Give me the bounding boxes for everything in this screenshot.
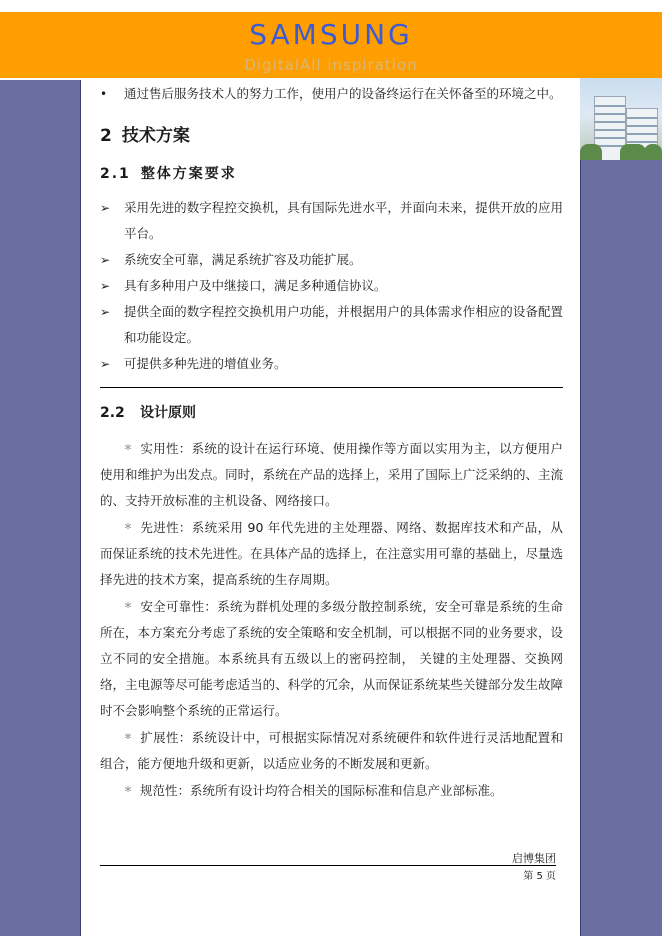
section-2-2-title: 设计原则 (140, 405, 196, 421)
star-marker-icon: ＊ (124, 785, 132, 794)
requirements-list (100, 195, 563, 377)
arrow-bullet-icon: ➢ (100, 357, 111, 371)
list-item-text: 系统安全可靠，满足系统扩容及功能扩展。 (124, 252, 362, 267)
footer-company: 启博集团 (512, 852, 556, 865)
principle-text: 实用性：系统的设计在运行环境、使用操作等方面以实用为主，以方便用户使用和维护为出发点。同时，系统在产品的选择上，采用了国际上广泛采纳的、主流的、支持开放标准的主机设备、网络接口。 (100, 441, 563, 508)
principle-text: 安全可靠性：系统为群机处理的多级分散控制系统，安全可靠是系统的生命所在，本方案充分考虑了系统的安全策略和安全机制，可以根据不同的业务要求，设立不同的安全措施。本系统具有五级以上的密码控制， 关键的主处理器、交换网络，主电源等尽可能考虑适当的、科学的冗余，从而保证系统某些关键部分发生故障时不会影响整个系统的正常运行。 (100, 599, 563, 718)
list-item (100, 351, 563, 377)
principle-text: 先进性：系统采用 90 年代先进的主处理器、网络、数据库技术和产品，从而保证系统的技术先进性。在具体产品的选择上，在注意实用可靠的基础上，尽量选择先进的技术方案，提高系统的生存周期。 (100, 520, 564, 587)
star-marker-icon: ＊ (124, 522, 133, 531)
principle-paragraph (100, 514, 563, 593)
list-item-text: 可提供多种先进的增值业务。 (124, 356, 287, 371)
principle-paragraph (100, 724, 563, 777)
intro-bullet-item (100, 81, 563, 107)
list-item (100, 247, 563, 273)
star-marker-icon: ＊ (124, 601, 133, 610)
principle-paragraph (100, 593, 563, 724)
arrow-bullet-icon: ➢ (100, 201, 111, 215)
section-2-2-heading (100, 400, 563, 426)
brand-tagline: DigitalAll inspiration (244, 56, 418, 74)
star-marker-icon: ＊ (124, 443, 133, 452)
principle-paragraph (100, 777, 563, 804)
intro-text: 通过售后服务技术人的努力工作，使用户的设备终运行在关怀备至的环境之中。 (124, 86, 562, 101)
footer-page-number: 第 5 页 (523, 871, 556, 882)
arrow-bullet-icon: ➢ (100, 305, 111, 319)
list-item-text: 提供全面的数字程控交换机用户功能，并根据用户的具体需求作相应的设备配置和功能设定。 (124, 304, 563, 345)
section-2-1-heading (100, 161, 563, 187)
section-2-title: 技术方案 (121, 126, 190, 146)
section-2-1-title: 整体方案要求 (140, 166, 237, 182)
right-decorative-band (580, 160, 662, 936)
list-item-text: 具有多种用户及中继接口，满足多种通信协议。 (124, 278, 387, 293)
list-item (100, 273, 563, 299)
list-item (100, 299, 563, 351)
document-body (100, 80, 563, 804)
section-divider (100, 387, 563, 388)
left-decorative-band (0, 80, 81, 936)
list-item-text: 采用先进的数字程控交换机，具有国际先进水平，并面向未来，提供开放的应用平台。 (124, 200, 563, 241)
principle-text: 扩展性：系统设计中，可根据实际情况对系统硬件和软件进行灵活地配置和组合，能方便地升级和更新，以适应业务的不断发展和更新。 (100, 730, 563, 771)
section-2-number: 2 (100, 126, 112, 146)
header-banner (0, 12, 662, 78)
list-item (100, 195, 563, 247)
section-2-heading (100, 123, 563, 149)
section-2-2-number: 2.2 (100, 405, 125, 421)
arrow-bullet-icon: ➢ (100, 279, 111, 293)
principle-text: 规范性：系统所有设计均符合相关的国际标准和信息产业部标准。 (140, 783, 503, 798)
bullet-icon: • (100, 87, 108, 101)
star-marker-icon: ＊ (124, 732, 133, 741)
principle-paragraph (100, 435, 563, 514)
arrow-bullet-icon: ➢ (100, 253, 111, 267)
building-photo (580, 78, 662, 160)
brand-logo: SAMSUNG (249, 18, 413, 51)
section-2-1-number: 2.1 (100, 166, 131, 182)
footer-divider (100, 865, 556, 866)
principles-list (100, 435, 563, 804)
